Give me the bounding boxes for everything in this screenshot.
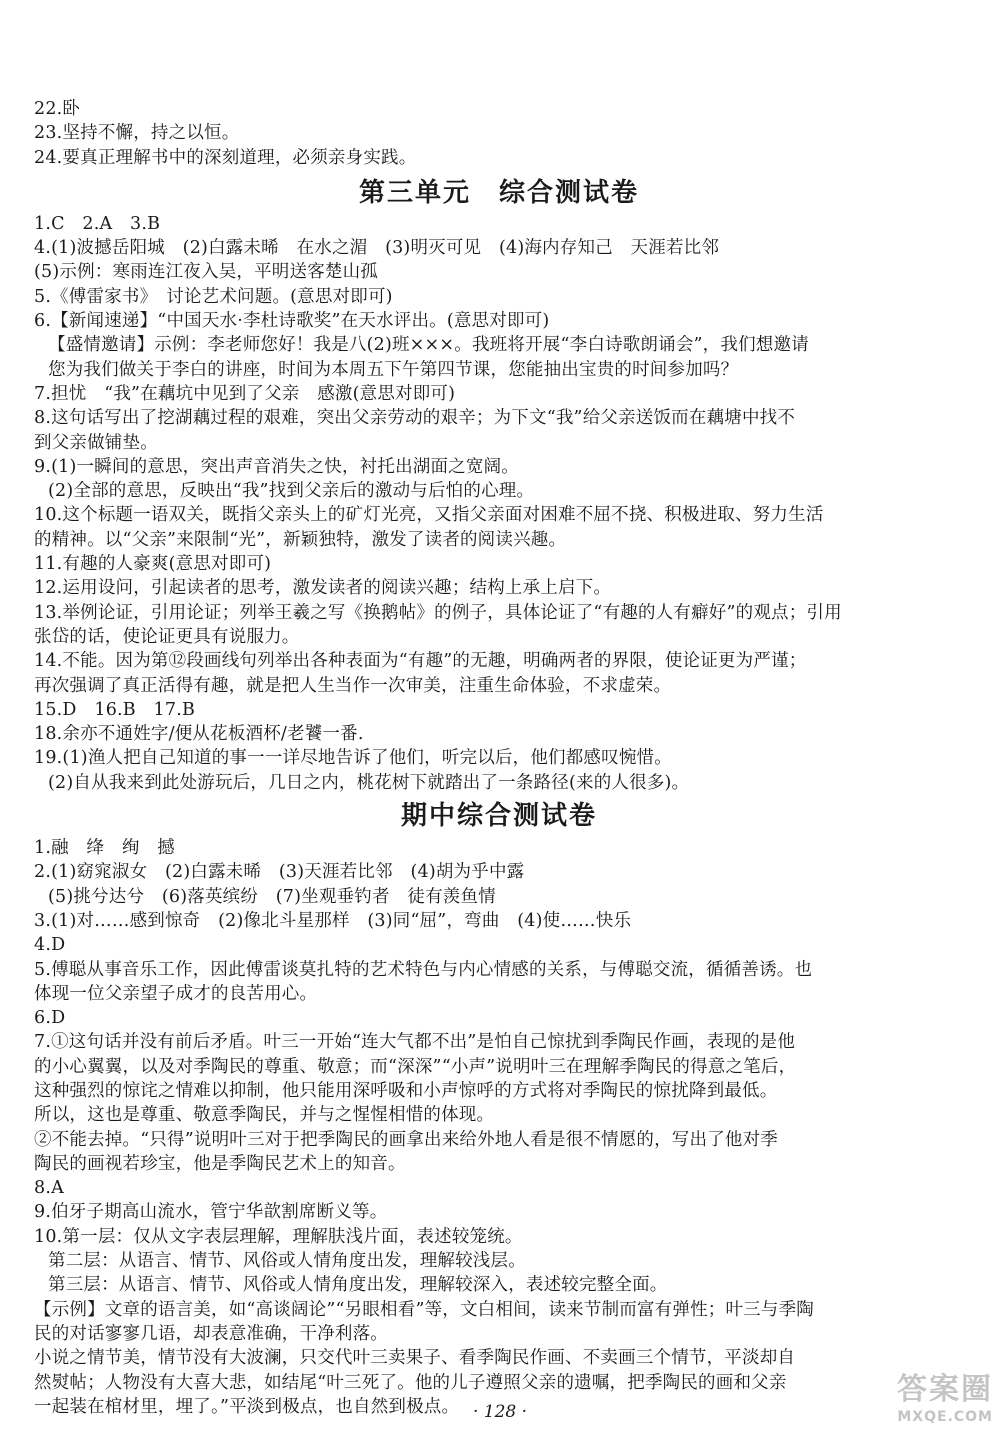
answer-line: 9.(1)一瞬间的意思，突出声音消失之快，衬托出湖面之宽阔。: [34, 456, 519, 477]
answer-line: 6.D: [34, 1008, 66, 1029]
answer-line: 18.余亦不通姓字/便从花板酒杯/老饕一番.: [34, 724, 364, 745]
page-number: · 128 ·: [472, 1402, 528, 1422]
answer-line: 3.(1)对……感到惊奇 (2)像北斗星那样 (3)同“屈”，弯曲 (4)使……快乐: [34, 910, 632, 931]
answer-line: 8.A: [34, 1178, 64, 1199]
answer-line: 22.卧: [34, 99, 81, 119]
answer-line: 然熨帖；人物没有大喜大悲，如结尾“叶三死了。他的儿子遵照父亲的遗嘱，把季陶民的画和父亲: [34, 1372, 787, 1393]
answer-line: 19.(1)渔人把自己知道的事一一详尽地告诉了他们，听完以后，他们都感叹惋惜。: [34, 748, 672, 769]
watermark-logo: [813, 1372, 993, 1432]
section-title-unit3: 第三单元 综合测试卷: [358, 177, 639, 208]
answer-line: 9.伯牙子期高山流水，管宁华歆割席断义等。: [34, 1202, 388, 1223]
answer-line: 5.《傅雷家书》 讨论艺术问题。(意思对即可): [34, 286, 393, 307]
answer-line: 15.D 16.B 17.B: [34, 699, 196, 720]
answer-line: 这种强烈的惊诧之情难以抑制，他只能用深呼吸和小声惊呼的方式将对季陶民的惊扰降到最低。: [34, 1080, 778, 1101]
answer-line: 【盛情邀请】示例：李老师您好！我是八(2)班×××。我班将开展“李白诗歌朗诵会”，我们想邀请: [48, 335, 809, 356]
answer-line: 小说之情节美，情节没有大波澜，只交代叶三卖果子、看季陶民作画、不卖画三个情节，平淡却自: [34, 1348, 796, 1369]
answer-line: 4.(1)波撼岳阳城 (2)白露未晞 在水之湄 (3)明灭可见 (4)海内存知己 天涯若比邻: [34, 238, 720, 259]
answer-line: 14.不能。因为第⑫段画线句列举出各种表面为“有趣”的无趣，明确两者的界限，使论证更为严谨；: [34, 651, 807, 672]
answer-line: 7.①这句话并没有前后矛盾。叶三一开始“连大气都不出”是怕自己惊扰到季陶民作画，表现的是他: [34, 1032, 796, 1053]
answer-line: 一起装在棺材里，埋了。”平淡到极点，也自然到极点。: [34, 1396, 460, 1417]
answer-line: 张岱的话，使论证更具有说服力。: [34, 626, 300, 647]
answer-line: ②不能去掉。“只得”说明叶三对于把季陶民的画拿出来给外地人看是很不情愿的，写出了他对季: [34, 1129, 778, 1150]
answer-line: 第三层：从语言、情节、风俗或人情角度出发，理解较深入，表述较完整全面。: [48, 1275, 668, 1296]
answer-line: 13.举例论证，引用论证；列举王羲之写《换鹅帖》的例子，具体论证了“有趣的人有癖好”的观点；引用: [34, 602, 842, 623]
answer-line: 您为我们做关于李白的讲座，时间为本周五下午第四节课，您能抽出宝贵的时间参加吗？: [48, 359, 739, 380]
answer-line: 12.运用设问，引起读者的思考，激发读者的阅读兴趣；结构上承上启下。: [34, 578, 612, 599]
answer-line: 1.C 2.A 3.B: [34, 213, 161, 234]
answer-line: 的小心翼翼，以及对季陶民的尊重、敬意；而“深深”“小声”说明叶三在理解季陶民的得意之笔后，: [34, 1056, 797, 1077]
answer-line: 10.第一层：仅从文字表层理解，理解肤浅片面，表述较笼统。: [34, 1226, 523, 1247]
answer-line: 24.要真正理解书中的深刻道理，必须亲身实践。: [34, 147, 417, 168]
answer-line: 【示例】文章的语言美，如“高谈阔论”“另眼相看”等，文白相间，读来节制而富有弹性；叶三与季陶: [34, 1299, 814, 1320]
section-title-midterm: 期中综合测试卷: [400, 801, 597, 832]
answer-line: (2)全部的意思，反映出“我”找到父亲后的激动与后怕的心理。: [48, 481, 535, 502]
answer-column: [34, 97, 964, 1419]
answer-line: 到父亲做铺垫。: [34, 432, 158, 453]
answer-line: (5)示例：寒雨连江夜入吴，平明送客楚山孤: [34, 262, 378, 283]
watermark-text: 答案圈: [897, 1372, 993, 1407]
answer-line: (5)挑兮达兮 (6)落英缤纷 (7)坐观垂钓者 徒有羡鱼情: [48, 886, 496, 907]
answer-line: 6.【新闻速递】“中国天水·李杜诗歌奖”在天水评出。(意思对即可): [34, 311, 550, 332]
answer-line: 的精神。以“父亲”来限制“光”，新颖独特，激发了读者的阅读兴趣。: [34, 529, 567, 550]
answer-line: 民的对话寥寥几语，却表意准确，干净利落。: [34, 1323, 388, 1344]
answer-line: 8.这句话写出了挖湖藕过程的艰难，突出父亲劳动的艰辛；为下文“我”给父亲送饭而在藕塘中找不: [34, 408, 796, 429]
answer-line: 10.这个标题一语双关，既指父亲头上的矿灯光亮，又指父亲面对困难不屈不挠、积极进取、努力生活: [34, 505, 824, 526]
answer-line: 所以，这也是尊重、敬意季陶民，并与之惺惺相惜的体现。: [34, 1105, 495, 1126]
answer-line: (2)自从我来到此处游玩后，几日之内，桃花树下就踏出了一条路径(来的人很多)。: [48, 772, 690, 793]
watermark-url: MXQE.COM: [897, 1409, 993, 1425]
answer-line: 陶民的画视若珍宝，他是季陶民艺术上的知音。: [34, 1153, 406, 1174]
answer-line: 23.坚持不懈，持之以恒。: [34, 123, 240, 144]
answer-line: 4.D: [34, 935, 66, 956]
answer-line: 1.融 绛 绚 撼: [34, 838, 175, 859]
answer-line: 7.担忧 “我”在藕坑中见到了父亲 感激(意思对即可): [34, 383, 456, 404]
answer-line: 2.(1)窈窕淑女 (2)白露未晞 (3)天涯若比邻 (4)胡为乎中露: [34, 862, 525, 883]
answer-line: 11.有趣的人豪爽(意思对即可): [34, 554, 272, 575]
answer-line: 再次强调了真正活得有趣，就是把人生当作一次审美，注重生命体验，不求虚荣。: [34, 675, 672, 696]
answer-line: 第二层：从语言、情节、风俗或人情角度出发，理解较浅层。: [48, 1251, 526, 1272]
answer-line: 体现一位父亲望子成才的良苦用心。: [34, 983, 318, 1004]
answer-line: 5.傅聪从事音乐工作，因此傅雷谈莫扎特的艺术特色与内心情感的关系，与傅聪交流，循循善诱。也: [34, 959, 813, 980]
